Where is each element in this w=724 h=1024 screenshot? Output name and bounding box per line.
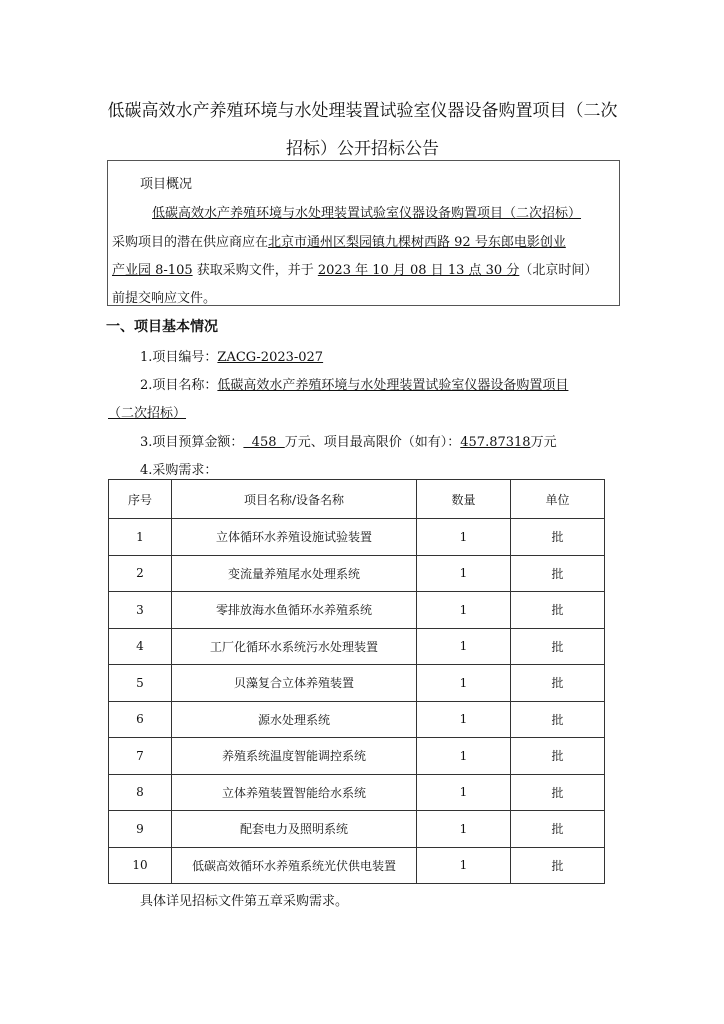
item-project-name-cont: （二次招标） [108, 406, 187, 421]
item-requirements: 4.采购需求： [140, 463, 218, 478]
table-row: 8 立体养殖装置智能给水系统 1 批 [109, 774, 605, 811]
item-project-name: 2.项目名称：低碳高效水产养殖环境与水处理装置试验室仪器设备购置项目 [140, 378, 569, 393]
header-index: 序号 [109, 480, 172, 519]
page-title-line1: 低碳高效水产养殖环境与水处理装置试验室仪器设备购置项目（二次 [107, 101, 618, 121]
table-row: 6 源水处理系统 1 批 [109, 701, 605, 738]
max-price-value: 457.87318 [460, 435, 531, 450]
requirements-table [108, 479, 605, 884]
page-title-line2: 招标）公开招标公告 [286, 139, 439, 159]
table-row: 4 工厂化循环水系统污水处理装置 1 批 [109, 628, 605, 665]
table-row: 7 养殖系统温度智能调控系统 1 批 [109, 738, 605, 775]
header-quantity: 数量 [417, 480, 511, 519]
overview-project-name: 低碳高效水产养殖环境与水处理装置试验室仪器设备购置项目（二次招标） [152, 206, 582, 221]
overview-heading: 项目概况 [140, 177, 193, 192]
overview-line-1 [152, 202, 581, 221]
table-row: 2 变流量养殖尾水处理系统 1 批 [109, 555, 605, 592]
overview-line-2: 采购项目的潜在供应商应在北京市通州区梨园镇九棵树西路 92 号东郎电影创业 [112, 235, 566, 250]
project-name-value: 低碳高效水产养殖环境与水处理装置试验室仪器设备购置项目 [217, 378, 569, 393]
table-row: 1 立体循环水养殖设施试验装置 1 批 [109, 519, 605, 556]
footer-note: 具体详见招标文件第五章采购需求。 [140, 894, 349, 909]
overview-address: 北京市通州区梨园镇九棵树西路 92 号东郎电影创业 [268, 235, 566, 250]
table-row: 10 低碳高效循环水养殖系统光伏供电装置 1 批 [109, 847, 605, 884]
item-project-number: 1.项目编号：ZACG-2023-027 [140, 350, 324, 365]
overview-address-cont: 产业园 8-105 [112, 263, 193, 278]
table-header-row [109, 480, 605, 519]
section-heading: 一、项目基本情况 [106, 319, 218, 335]
overview-deadline: 2023 年 10 月 08 日 13 点 30 分 [317, 263, 520, 278]
table-row: 3 零排放海水鱼循环水养殖系统 1 批 [109, 592, 605, 629]
overview-line-4: 前提交响应文件。 [112, 291, 217, 306]
header-name: 项目名称/设备名称 [172, 480, 417, 519]
overview-box [107, 160, 620, 306]
item-budget: 3.项目预算金额： 458 万元、项目最高限价（如有）：457.87318万元 [140, 435, 557, 450]
header-unit: 单位 [511, 480, 605, 519]
table-row: 5 贝藻复合立体养殖装置 1 批 [109, 665, 605, 702]
budget-value: 458 [243, 435, 285, 450]
table-row: 9 配套电力及照明系统 1 批 [109, 811, 605, 848]
overview-line-3: 产业园 8-105 获取采购文件，并于 2023 年 10 月 08 日 13 点 30 分（北京时间） [112, 263, 598, 278]
project-number-value: ZACG-2023-027 [217, 350, 324, 365]
